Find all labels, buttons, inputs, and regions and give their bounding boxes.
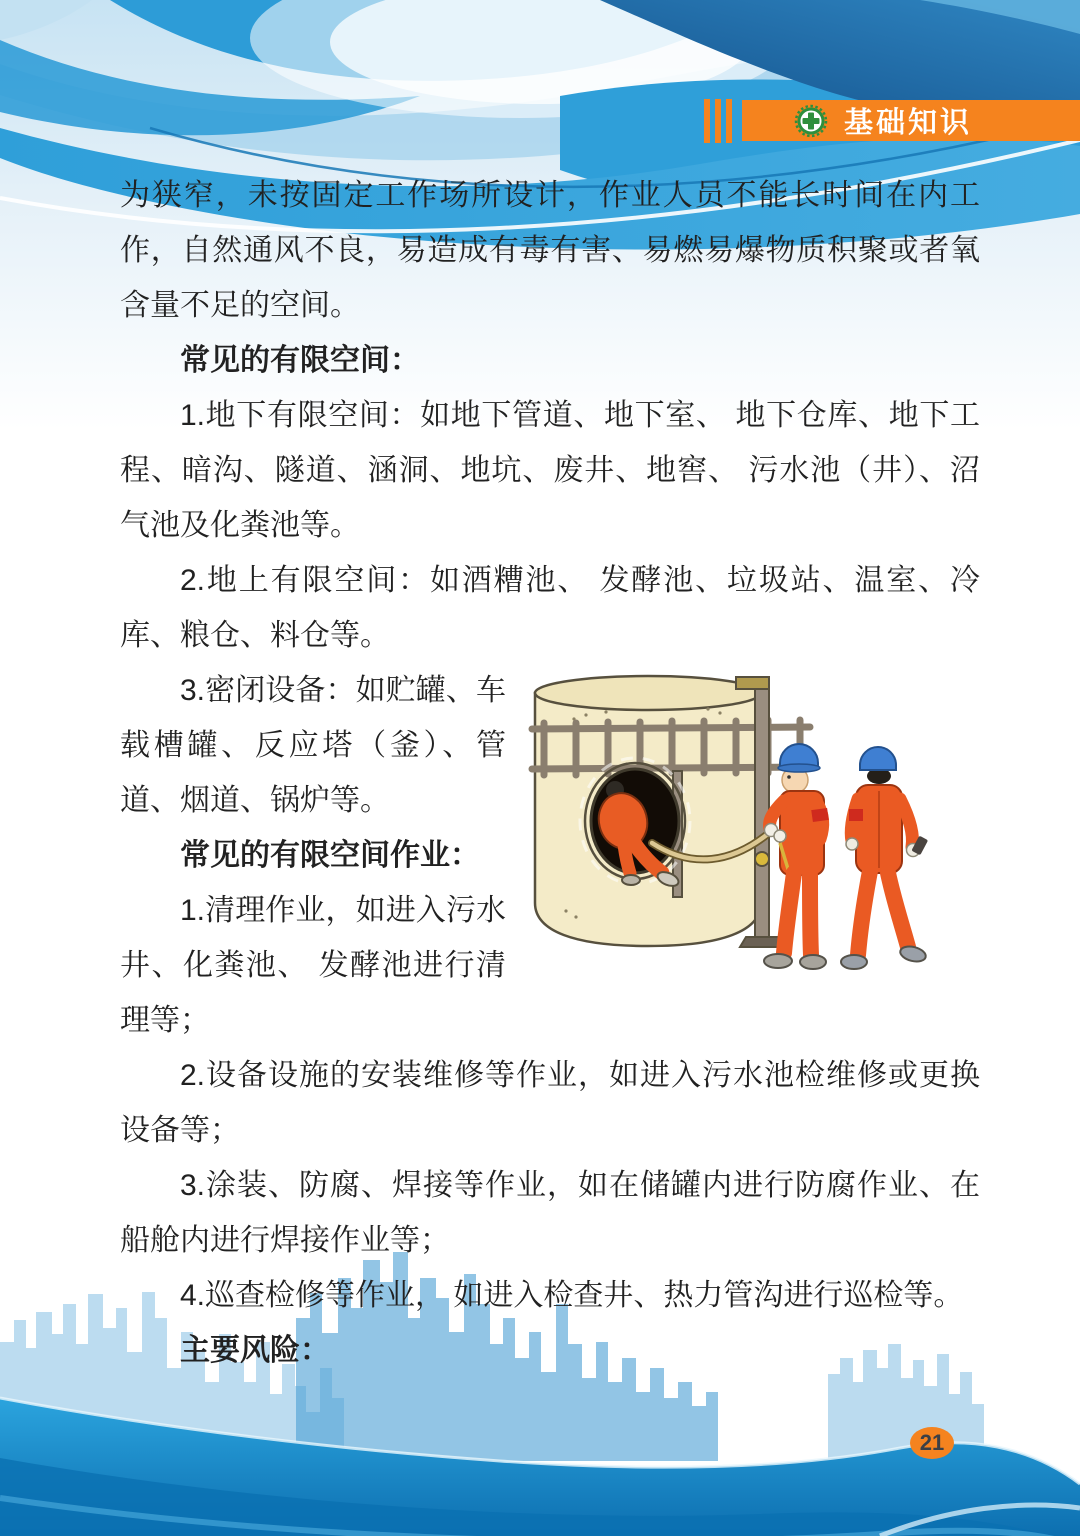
heading-common-confined-spaces: 常见的有限空间： — [180, 344, 420, 377]
intro-paragraph: 为狭窄，未按固定工作场所设计，作业人员不能长时间在内工作，自然通风不良，易造成有毒有害、易燃易爆物质积聚或者氧含量不足的空间。 — [120, 179, 980, 322]
header-tick-marks — [704, 99, 732, 143]
page-section-title: 基础知识 — [844, 107, 973, 139]
safety-emblem-icon — [794, 104, 828, 138]
heading-common-confined-space-operations: 常见的有限空间作业： — [180, 839, 480, 872]
list-item: 2.设备设施的安装维修等作业，如进入污水池检维修或更换设备等； — [120, 1059, 980, 1147]
list-item: 3.密闭设备：如贮罐、车载槽罐、反应塔（釜）、管道、烟道、锅炉等。 — [120, 674, 506, 817]
section-header-bar — [742, 100, 1080, 141]
confined-space-illustration — [512, 663, 980, 989]
list-item: 4.巡查检修等作业， 如进入检查井、热力管沟进行巡检等。 — [180, 1279, 964, 1312]
page-number-badge: 21 — [910, 1427, 954, 1459]
list-item: 3.涂装、防腐、焊接等作业，如在储罐内进行防腐作业、在船舱内进行焊接作业等； — [120, 1169, 980, 1257]
list-item: 2.地上有限空间：如酒糟池、 发酵池、垃圾站、温室、冷库、粮仓、料仓等。 — [120, 564, 980, 652]
list-item: 1.清理作业，如进入污水井、化粪池、 发酵池进行清理等； — [120, 894, 506, 1037]
list-item: 1.地下有限空间：如地下管道、地下室、 地下仓库、地下工程、暗沟、隧道、涵洞、地坑、废井、地窖、 污水池（井）、沼气池及化粪池等。 — [120, 399, 980, 542]
page-content — [120, 168, 980, 1378]
heading-main-risks: 主要风险： — [180, 1334, 330, 1367]
